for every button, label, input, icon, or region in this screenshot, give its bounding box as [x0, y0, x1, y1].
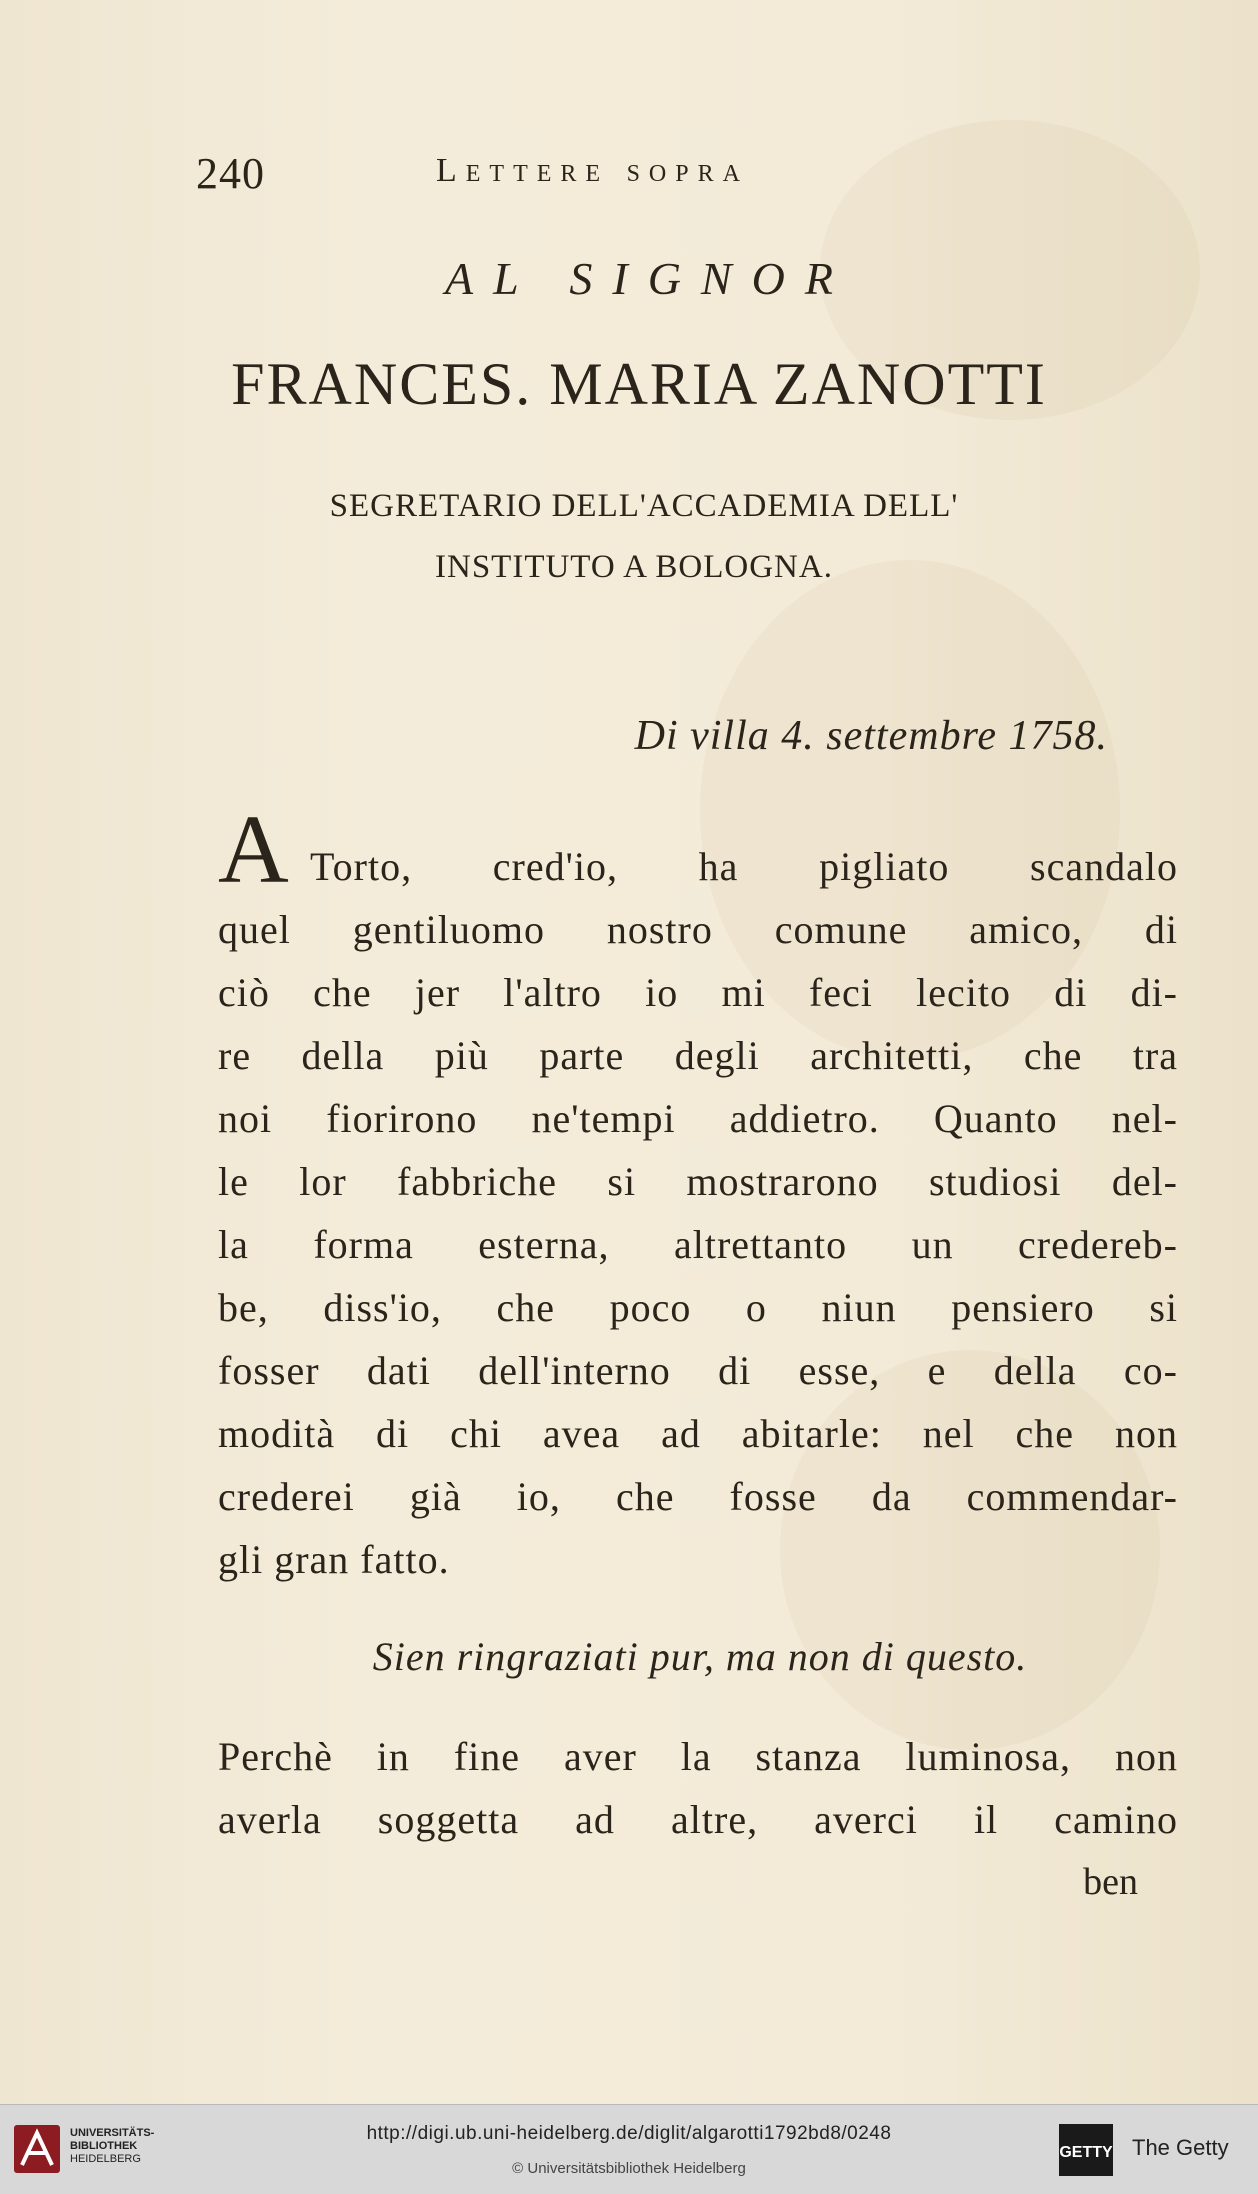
text-line: be, diss'io, che poco o niun pensiero si: [218, 1285, 1178, 1330]
running-head: Lettere sopra: [436, 152, 749, 189]
recipient-name: FRANCES. MARIA ZANOTTI: [231, 351, 1047, 417]
text-line: Torto, cred'io, ha pigliato scandalo: [310, 844, 1178, 889]
permalink-url[interactable]: http://digi.ub.uni-heidelberg.de/diglit/algarotti1792bd8/0248: [366, 2123, 892, 2144]
recipient-title-line: SEGRETARIO DELL'ACCADEMIA DELL': [329, 488, 959, 524]
text-line: modità di chi avea ad abitarle: nel che non: [218, 1411, 1178, 1456]
getty-logo-icon: [1058, 2123, 1114, 2177]
text-line: gli gran fatto.: [218, 1537, 450, 1582]
institution-line: HEIDELBERG: [70, 2153, 141, 2165]
partner-name: The Getty: [1132, 2135, 1229, 2160]
viewer-footer: [0, 2104, 1258, 2194]
page-number: 240: [196, 149, 265, 198]
drop-cap: A: [218, 796, 289, 904]
text-line: noi fiorirono ne'tempi addietro. Quanto nel-: [218, 1096, 1178, 1141]
dateline: Di villa 4. settembre 1758.: [634, 713, 1108, 759]
text-line: averla soggetta ad altre, averci il camino: [218, 1797, 1178, 1842]
text-line: ciò che jer l'altro io mi feci lecito di di-: [218, 970, 1178, 1015]
verse-quotation: Sien ringraziati pur, ma non di questo.: [372, 1634, 1028, 1679]
text-line: quel gentiluomo nostro comune amico, di: [218, 907, 1178, 952]
text-line: re della più parte degli architetti, che tra: [218, 1033, 1178, 1078]
page-header: [196, 148, 916, 198]
institution-line: UNIVERSITÄTS-: [70, 2127, 155, 2139]
paragraph-1: [218, 835, 1178, 1591]
salutation: AL SIGNOR: [445, 253, 853, 304]
svg-text:GETTY: GETTY: [1059, 2144, 1113, 2161]
text-line: crederei già io, che fosse da commendar-: [218, 1474, 1178, 1519]
text-line: fosser dati dell'interno di esse, e della co-: [218, 1348, 1178, 1393]
copyright-notice: © Universitätsbibliothek Heidelberg: [512, 2160, 746, 2177]
text-line: le lor fabbriche si mostrarono studiosi del-: [218, 1159, 1178, 1204]
text-line: Perchè in fine aver la stanza luminosa, non: [218, 1734, 1178, 1779]
paragraph-2: [218, 1725, 1178, 1851]
text-line: la forma esterna, altrettanto un credereb-: [218, 1222, 1178, 1267]
recipient-title-line: INSTITUTO A BOLOGNA.: [435, 549, 833, 585]
institution-line: BIBLIOTHEK: [70, 2140, 138, 2152]
catchword: ben: [1083, 1861, 1138, 1903]
